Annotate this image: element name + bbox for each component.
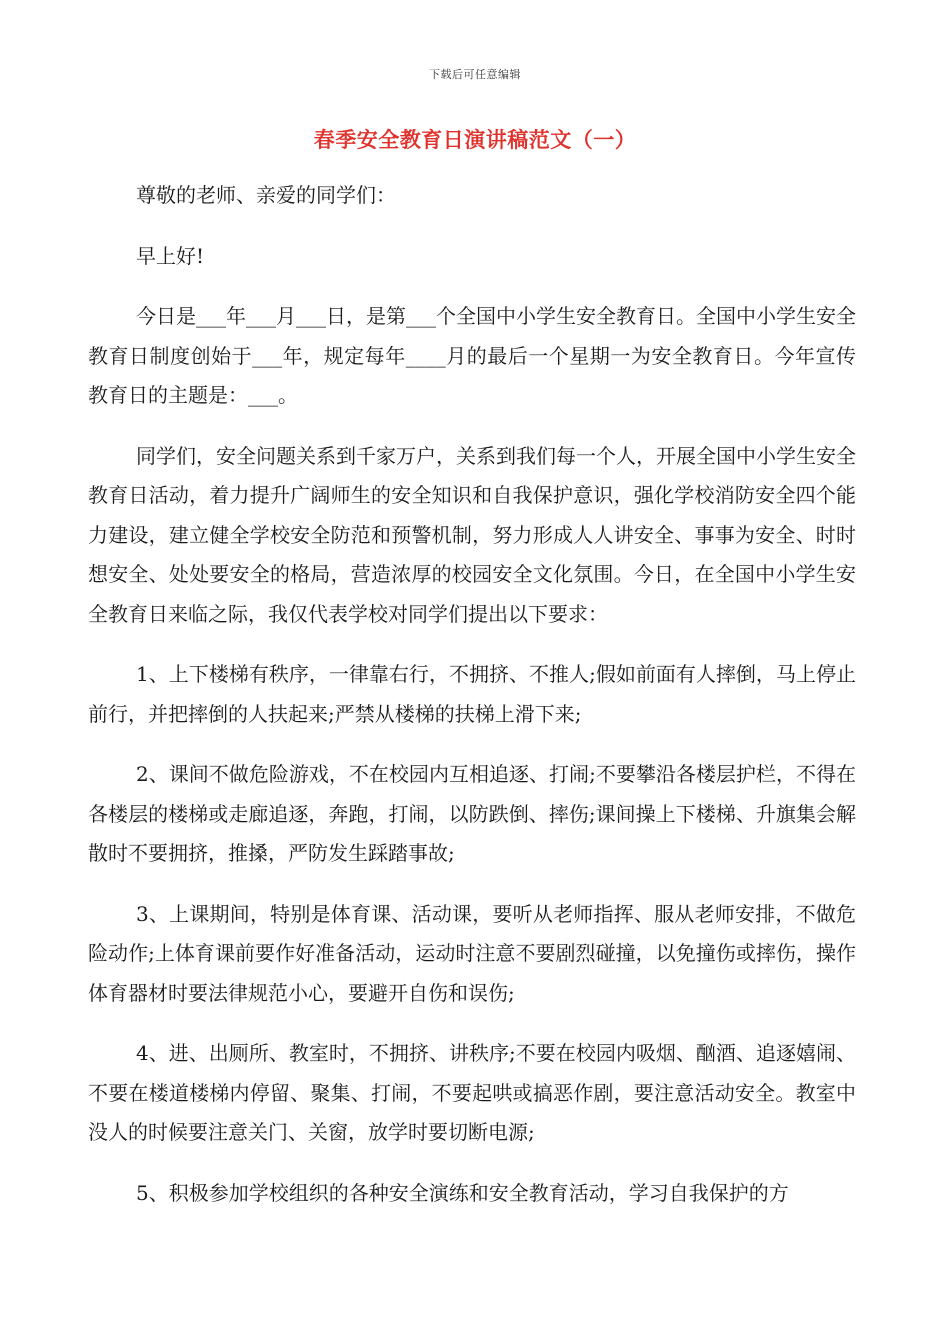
paragraph-salutation [88, 176, 856, 216]
paragraph-text: 4、进、出厕所、教室时，不拥挤、讲秩序;不要在校园内吸烟、酗酒、追逐嬉闹、不要在楼道楼梯内停留、聚集、打闹，不要起哄或搞恶作剧，要注意活动安全。教室中没人的时候要注意关门、关窗，放学时要切断电源; [88, 1041, 856, 1144]
paragraph-text: 同学们，安全问题关系到千家万户，关系到我们每一个人，开展全国中小学生安全教育日活动，着力提升广阔师生的安全知识和自我保护意识，强化学校消防安全四个能力建设，建立健全学校安全防范和预警机制，努力形成人人讲安全、事事为安全、时时想安全、处处要安全的格局，营造浓厚的校园安全文化氛围。今日，在全国中小学生安全教育日来临之际，我仅代表学校对同学们提出以下要求： [88, 443, 856, 626]
paragraph-greeting [88, 237, 856, 277]
paragraph-text: 1、上下楼梯有秩序，一律靠右行，不拥挤、不推人;假如前面有人摔倒，马上停止前行，并把摔倒的人扶起来;严禁从楼梯的扶梯上滑下来; [88, 662, 856, 726]
paragraph-item-1 [88, 655, 856, 734]
paragraph-body [88, 437, 856, 635]
header-note: 下载后可任意编辑 [429, 68, 521, 81]
paragraph-text: 5、积极参加学校组织的各种安全演练和安全教育活动，学习自我保护的方 [136, 1180, 789, 1205]
paragraph-text: 今日是___年___月___日，是第___个全国中小学生安全教育日。全国中小学生安全教育日制度创始于___年，规定每年____月的最后一个星期一为安全教育日。今年宣传教育日的主题是：___。 [88, 304, 856, 407]
paragraph-intro [88, 297, 856, 416]
paragraph-text: 2、课间不做危险游戏，不在校园内互相追逐、打闹;不要攀沿各楼层护栏，不得在各楼层的楼梯或走廊追逐，奔跑，打闹，以防跌倒、摔伤;课间操上下楼梯、升旗集会解散时不要拥挤，推搡，严防发生踩踏事故; [88, 762, 856, 865]
paragraph-item-2 [88, 755, 856, 874]
paragraph-text: 早上好! [136, 243, 205, 268]
paragraph-item-5 [88, 1174, 856, 1214]
paragraph-text: 尊敬的老师、亲爱的同学们： [136, 183, 396, 207]
paragraph-item-3 [88, 895, 856, 1014]
paragraph-item-4 [88, 1034, 856, 1153]
document-body [88, 176, 856, 1234]
page-title: 春季安全教育日演讲稿范文（一） [313, 127, 637, 152]
paragraph-text: 3、上课期间，特别是体育课、活动课，要听从老师指挥、服从老师安排，不做危险动作;上体育课前要作好准备活动，运动时注意不要剧烈碰撞，以免撞伤或摔伤，操作体育器材时要法律规范小心，要避开自伤和误伤; [88, 901, 856, 1005]
